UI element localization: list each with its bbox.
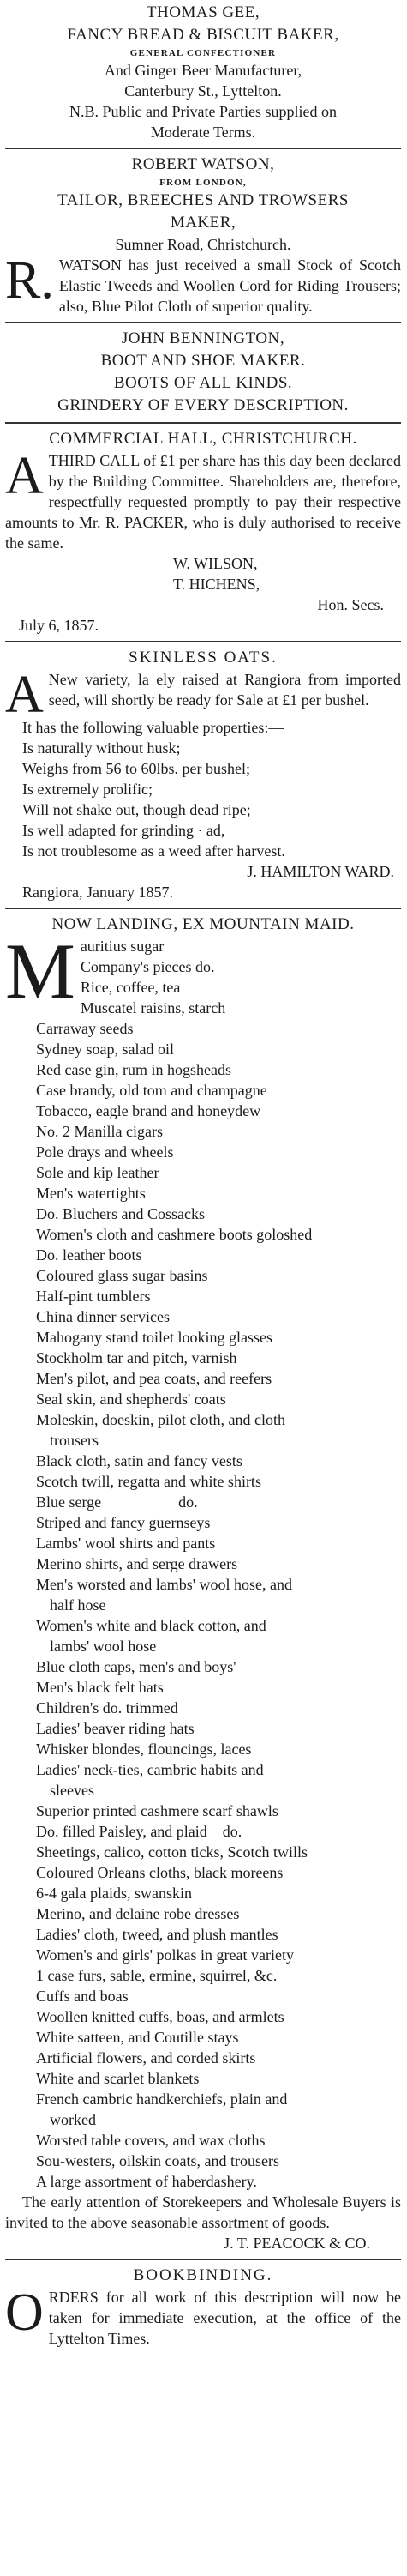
list-item: Whisker blondes, flouncings, laces bbox=[36, 1740, 252, 1758]
advert-body bbox=[5, 666, 401, 724]
drop-cap: M bbox=[5, 927, 75, 1015]
list-item: Black cloth, satin and fancy vests bbox=[36, 1452, 242, 1469]
list-item: Is extremely prolific; bbox=[22, 781, 153, 798]
divider bbox=[5, 2259, 401, 2260]
list-item: Seal skin, and shepherds' coats bbox=[36, 1391, 226, 1408]
list-item: Scotch twill, regatta and white shirts bbox=[36, 1473, 261, 1490]
advert-line: N.B. Public and Private Parties supplied on bbox=[69, 103, 337, 120]
advert-thomas-gee bbox=[5, 2, 401, 142]
list-item: Stockholm tar and pitch, varnish bbox=[36, 1349, 237, 1366]
advert-title: COMMERCIAL HALL, CHRISTCHURCH. bbox=[49, 430, 357, 448]
list-item: Red case gin, rum in hogsheads bbox=[36, 1061, 231, 1078]
list-item: Half-pint tumblers bbox=[36, 1288, 151, 1305]
list-item: Tobacco, eagle brand and honeydew bbox=[36, 1102, 261, 1119]
signature-title: Hon. Secs. bbox=[317, 596, 384, 613]
advert-title: BOOKBINDING. bbox=[133, 2266, 273, 2284]
divider bbox=[5, 148, 401, 149]
list-item: French cambric handkerchiefs, plain and bbox=[36, 2090, 288, 2108]
goods-list bbox=[5, 927, 401, 2192]
advert-line: GENERAL CONFECTIONER bbox=[129, 48, 277, 58]
list-item: Is not troublesome as a weed after harvest. bbox=[22, 842, 285, 860]
advert-john-bennington bbox=[5, 328, 401, 417]
advert-body-text: RDERS for all work of this description will now be taken for immediate execution, at the office of the Lyttelton Times. bbox=[48, 2289, 401, 2347]
list-item: Mahogany stand toilet looking glasses bbox=[36, 1329, 272, 1346]
divider bbox=[5, 422, 401, 424]
advert-title: JOHN BENNINGTON, bbox=[121, 329, 285, 347]
advert-body bbox=[5, 447, 401, 553]
advert-line: Moderate Terms. bbox=[150, 124, 256, 141]
advert-line: MAKER, bbox=[170, 214, 236, 232]
advert-title: ROBERT WATSON, bbox=[131, 155, 275, 173]
list-item: White satteen, and Coutille stays bbox=[36, 2029, 239, 2046]
advert-commercial-hall bbox=[5, 428, 401, 636]
advert-skinless-oats bbox=[5, 647, 401, 902]
advert-body-text: New variety, la ely raised at Rangiora from imported seed, will shortly be ready for Sale at £1 per bushel. bbox=[48, 671, 401, 709]
newspaper-column bbox=[5, 0, 401, 2349]
list-item: lambs' wool hose bbox=[50, 1638, 157, 1655]
list-item: Coloured Orleans cloths, black moreens bbox=[36, 1864, 284, 1881]
list-item: Merino shirts, and serge drawers bbox=[36, 1555, 238, 1572]
list-item: Women's white and black cotton, and bbox=[36, 1617, 266, 1634]
list-item: Men's pilot, and pea coats, and reefers bbox=[36, 1370, 272, 1387]
list-item: Ladies' neck-ties, cambric habits and bbox=[36, 1761, 264, 1778]
list-item: Sole and kip leather bbox=[36, 1164, 159, 1181]
drop-cap: A bbox=[5, 447, 44, 505]
list-item: Case brandy, old tom and champagne bbox=[36, 1082, 267, 1099]
advert-body bbox=[5, 251, 401, 317]
advert-line: It has the following valuable properties:— bbox=[22, 719, 284, 736]
list-item: Is naturally without husk; bbox=[22, 739, 181, 757]
advert-peacock bbox=[5, 914, 401, 2253]
list-item: Women's and girls' polkas in great variety bbox=[36, 1946, 294, 1964]
list-item: Muscatel raisins, starch bbox=[80, 999, 226, 1017]
list-item: Men's worsted and lambs' wool hose, and bbox=[36, 1576, 292, 1593]
advert-footer: The early attention of Storekeepers and Wholesale Buyers is invited to the above seasonable assortment of goods. bbox=[5, 2193, 401, 2231]
list-item: Cuffs and boas bbox=[36, 1988, 129, 2005]
list-item: Do. leather boots bbox=[36, 1246, 142, 1264]
signature: W. WILSON, bbox=[173, 555, 258, 572]
advert-body-text: WATSON has just received a small Stock of Scotch Elastic Tweeds and Woollen Cord for Riding Trousers; also, Blue Pilot Cloth of superior quality. bbox=[58, 256, 401, 315]
list-item: Woollen knitted cuffs, boas, and armlets bbox=[36, 2008, 284, 2025]
list-item: Artificial flowers, and corded skirts bbox=[36, 2049, 256, 2066]
list-item: Blue serge do. bbox=[36, 1493, 198, 1511]
list-item: trousers bbox=[50, 1432, 99, 1449]
list-item: Will not shake out, though dead ripe; bbox=[22, 801, 251, 818]
list-item: Women's cloth and cashmere boots goloshed bbox=[36, 1226, 313, 1243]
list-item: Moleskin, doeskin, pilot cloth, and cloth bbox=[36, 1411, 285, 1428]
list-item: Company's pieces do. bbox=[80, 958, 215, 975]
advert-line: GRINDERY OF EVERY DESCRIPTION. bbox=[57, 396, 349, 414]
advert-title: SKINLESS OATS. bbox=[129, 649, 278, 667]
list-item: Rice, coffee, tea bbox=[80, 979, 181, 996]
list-item: Carraway seeds bbox=[36, 1020, 134, 1037]
list-item: White and scarlet blankets bbox=[36, 2070, 200, 2087]
signature: T. HICHENS, bbox=[173, 576, 260, 593]
signature: J. HAMILTON WARD. bbox=[247, 863, 394, 880]
divider bbox=[5, 908, 401, 909]
list-item: Do. Bluchers and Cossacks bbox=[36, 1205, 205, 1222]
drop-cap: A bbox=[5, 666, 44, 724]
signature: J. T. PEACOCK & CO. bbox=[224, 2235, 370, 2252]
advert-line: BOOTS OF ALL KINDS. bbox=[113, 374, 293, 392]
drop-cap: O bbox=[5, 2283, 44, 2342]
advert-bookbinding bbox=[5, 2265, 401, 2349]
advert-line: FROM LONDON, bbox=[159, 178, 247, 188]
advert-line: FANCY BREAD & BISCUIT BAKER, bbox=[67, 26, 339, 44]
list-item: A large assortment of haberdashery. bbox=[36, 2173, 257, 2190]
list-item: Ladies' cloth, tweed, and plush mantles bbox=[36, 1926, 278, 1943]
list-item: Merino, and delaine robe dresses bbox=[36, 1905, 240, 1922]
list-item: Superior printed cashmere scarf shawls bbox=[36, 1802, 278, 1819]
advert-line: BOOT AND SHOE MAKER. bbox=[100, 352, 306, 370]
list-item: auritius sugar bbox=[80, 938, 165, 955]
list-item: Coloured glass sugar basins bbox=[36, 1267, 208, 1284]
drop-cap: R. bbox=[5, 251, 54, 310]
list-item: Lambs' wool shirts and pants bbox=[36, 1535, 216, 1552]
list-item: Do. filled Paisley, and plaid do. bbox=[36, 1823, 242, 1840]
list-item: Men's black felt hats bbox=[36, 1679, 164, 1696]
advert-title: NOW LANDING, EX MOUNTAIN MAID. bbox=[51, 915, 355, 933]
advert-robert-watson bbox=[5, 154, 401, 317]
list-item: Blue cloth caps, men's and boys' bbox=[36, 1658, 236, 1675]
list-item: Weighs from 56 to 60lbs. per bushel; bbox=[22, 760, 251, 777]
list-item: Striped and fancy guernseys bbox=[36, 1514, 211, 1531]
advert-line: And Ginger Beer Manufacturer, bbox=[104, 62, 302, 79]
list-item: worked bbox=[50, 2111, 96, 2128]
advert-line: Canterbury St., Lyttelton. bbox=[124, 82, 282, 100]
list-item: 1 case furs, sable, ermine, squirrel, &c. bbox=[36, 1967, 278, 1984]
advert-body bbox=[5, 2283, 401, 2349]
list-item: half hose bbox=[50, 1596, 106, 1614]
advert-title: THOMAS GEE, bbox=[146, 3, 260, 21]
list-item: China dinner services bbox=[36, 1308, 170, 1325]
advert-line: TAILOR, BREECHES AND TROWSERS bbox=[57, 191, 349, 209]
list-item: Sheetings, calico, cotton ticks, Scotch twills bbox=[36, 1843, 308, 1861]
advert-date: Rangiora, January 1857. bbox=[22, 884, 173, 901]
list-item: 6-4 gala plaids, swanskin bbox=[36, 1885, 192, 1902]
list-item: Children's do. trimmed bbox=[36, 1699, 178, 1716]
list-item: No. 2 Manilla cigars bbox=[36, 1123, 163, 1140]
list-item: Pole drays and wheels bbox=[36, 1143, 174, 1161]
advert-body-text: THIRD CALL of £1 per share has this day been declared by the Building Committee. Shareholders are, therefore, respectfully requested promptly to pay their respective amounts to Mr. R. PACKER, who is duly authorised to receive the same. bbox=[5, 452, 401, 552]
list-item: sleeves bbox=[50, 1782, 94, 1799]
list-item: Men's watertights bbox=[36, 1185, 146, 1202]
list-item: Sou-westers, oilskin coats, and trousers bbox=[36, 2152, 279, 2169]
list-item: Sydney soap, salad oil bbox=[36, 1041, 174, 1058]
divider bbox=[5, 322, 401, 323]
divider bbox=[5, 641, 401, 642]
list-item: Is well adapted for grinding · ad, bbox=[22, 822, 225, 839]
advert-line: Sumner Road, Christchurch. bbox=[115, 236, 291, 253]
advert-date: July 6, 1857. bbox=[19, 617, 99, 634]
list-item: Ladies' beaver riding hats bbox=[36, 1720, 195, 1737]
list-item: Worsted table covers, and wax cloths bbox=[36, 2132, 266, 2149]
